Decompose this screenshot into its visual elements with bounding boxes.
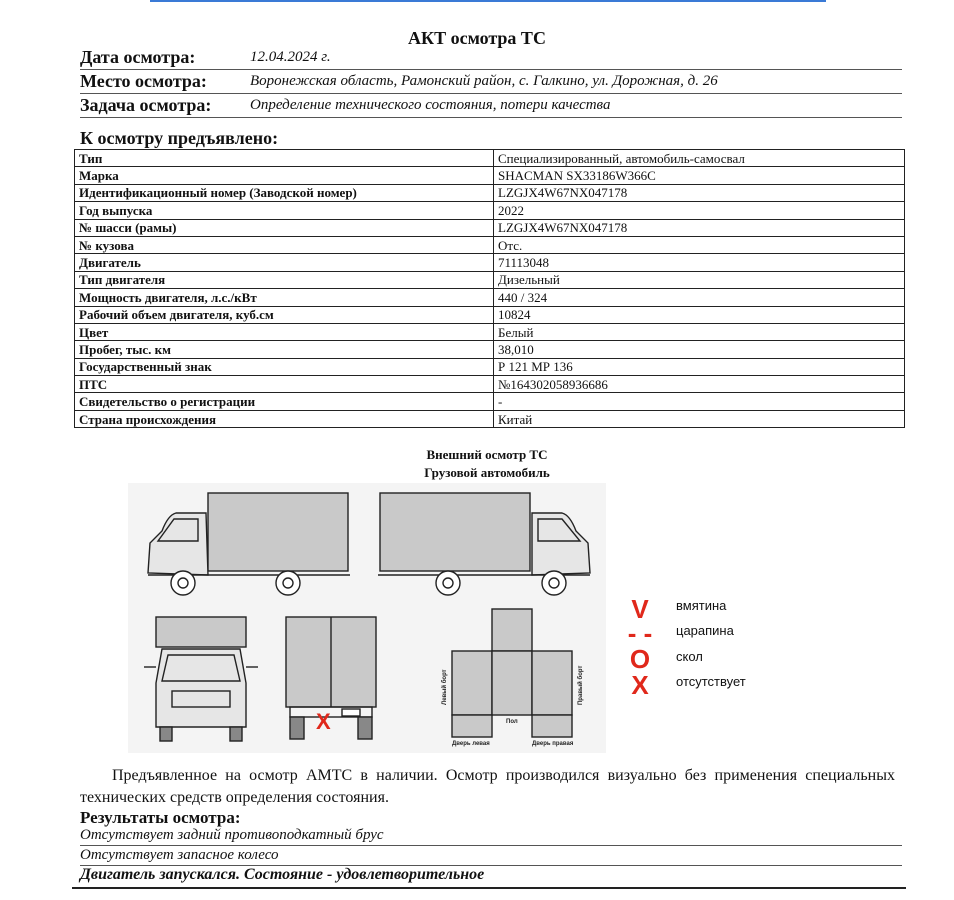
label-door-right: Дверь правая (532, 741, 574, 747)
spec-value: 38,010 (494, 341, 905, 358)
legend-missing-symbol: X (631, 670, 649, 700)
meta-value: 12.04.2024 г. (250, 49, 331, 65)
meta-label: Место осмотра: (80, 71, 207, 91)
spec-key: Год выпуска (75, 202, 494, 219)
meta-label: Задача осмотра: (80, 95, 212, 115)
spec-value: Белый (494, 323, 905, 340)
spec-key: Свидетельство о регистрации (75, 393, 494, 410)
spec-key: Цвет (75, 323, 494, 340)
diagram-title: Внешний осмотр ТС (426, 447, 548, 462)
spec-value: Китай (494, 410, 905, 427)
spec-value: - (494, 393, 905, 410)
spec-value: 71113048 (494, 254, 905, 271)
spec-row (75, 323, 905, 340)
truck-body-unfolded-view (452, 609, 572, 737)
spec-key: Тип (75, 150, 494, 167)
spec-row (75, 271, 905, 288)
spec-row (75, 341, 905, 358)
spec-row (75, 289, 905, 306)
result-item: Отсутствует запасное колесо (80, 845, 902, 866)
spec-row (75, 393, 905, 410)
spec-value: Р 121 МР 136 (494, 358, 905, 375)
label-right-side: Правый борт (578, 665, 584, 705)
spec-row (75, 358, 905, 375)
document-title: АКТ осмотра ТС (408, 28, 546, 48)
spec-key: ПТС (75, 376, 494, 393)
spec-value: Дизельный (494, 271, 905, 288)
inspection-paragraph: Предъявленное на осмотр АМТС в наличии. Осмотр производился визуально без применения специальных технических средств определения состояния. (80, 767, 895, 806)
spec-value: SHACMAN SX33186W366C (494, 167, 905, 184)
meta-row-task (80, 95, 902, 118)
meta-value: Воронежская область, Рамонский район, с. Галкино, ул. Дорожная, д. 26 (250, 73, 718, 89)
spec-key: Марка (75, 167, 494, 184)
spec-key: Тип двигателя (75, 271, 494, 288)
meta-value: Определение технического состояния, потери качества (250, 97, 611, 113)
spec-value: №164302058936686 (494, 376, 905, 393)
spec-row (75, 410, 905, 427)
legend-dent-text: вмятина (676, 598, 727, 613)
truck-left-side-view (148, 493, 350, 595)
rear-damage-mark: X (316, 709, 331, 734)
truck-rear-view (286, 617, 376, 739)
vehicle-spec-table (74, 149, 905, 428)
legend-scratch-text: царапина (676, 623, 734, 638)
spec-row (75, 236, 905, 253)
legend-missing-text: отсутствует (676, 674, 746, 689)
label-left-side: Левый борт (442, 669, 448, 705)
spec-row (75, 306, 905, 323)
spec-row (75, 219, 905, 236)
spec-value: 2022 (494, 202, 905, 219)
meta-row-place (80, 71, 902, 94)
bottom-rule (72, 887, 906, 889)
spec-key: № кузова (75, 236, 494, 253)
truck-inspection-diagram (128, 483, 606, 753)
legend-dent-symbol: V (631, 594, 649, 624)
spec-row (75, 184, 905, 201)
top-accent-line (150, 0, 826, 2)
spec-row (75, 376, 905, 393)
truck-diagram-svg (128, 483, 606, 753)
legend-scratch-symbol: - - (627, 618, 653, 648)
spec-key: № шасси (рамы) (75, 219, 494, 236)
truck-right-side-view (378, 493, 590, 595)
section-heading: К осмотру предъявлено: (80, 128, 279, 148)
spec-key: Государственный знак (75, 358, 494, 375)
meta-label: Дата осмотра: (80, 47, 196, 67)
label-door-left: Дверь левая (452, 741, 490, 747)
diagram-subtitle: Грузовой автомобиль (424, 465, 550, 480)
spec-value: Отс. (494, 236, 905, 253)
spec-key: Идентификационный номер (Заводской номер) (75, 184, 494, 201)
spec-value: 10824 (494, 306, 905, 323)
result-conclusion: Двигатель запускался. Состояние - удовлетворительное (80, 866, 485, 883)
label-floor: Пол (506, 719, 518, 725)
spec-value: LZGJX4W67NX047178 (494, 219, 905, 236)
legend-chip-symbol: O (629, 644, 651, 674)
legend-chip-text: скол (676, 649, 703, 664)
spec-key: Пробег, тыс. км (75, 341, 494, 358)
truck-front-view (144, 617, 258, 741)
spec-row (75, 150, 905, 167)
spec-row (75, 254, 905, 271)
spec-row (75, 167, 905, 184)
result-item: Отсутствует задний противоподкатный брус (80, 825, 902, 846)
spec-value: 440 / 324 (494, 289, 905, 306)
spec-key: Мощность двигателя, л.с./кВт (75, 289, 494, 306)
results-heading: Результаты осмотра: (80, 808, 241, 827)
spec-value: Специализированный, автомобиль-самосвал (494, 150, 905, 167)
spec-key: Страна происхождения (75, 410, 494, 427)
spec-key: Двигатель (75, 254, 494, 271)
spec-value: LZGJX4W67NX047178 (494, 184, 905, 201)
spec-row (75, 202, 905, 219)
meta-row-date (80, 47, 902, 70)
spec-key: Рабочий объем двигателя, куб.см (75, 306, 494, 323)
